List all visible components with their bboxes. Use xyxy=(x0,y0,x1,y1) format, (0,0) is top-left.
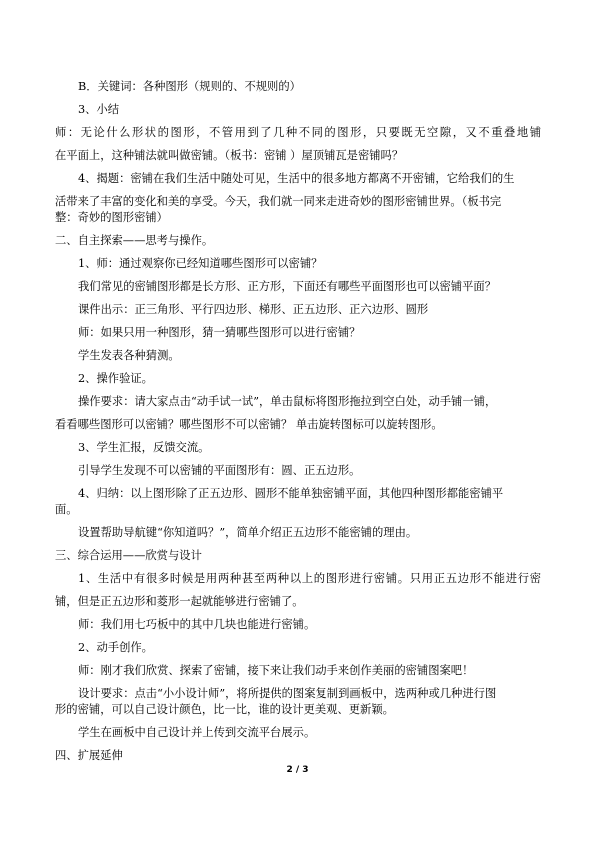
text-line: 4、归纳：以上图形除了正五边形、圆形不能单独密铺平面，其他四种图形都能密铺平 xyxy=(78,487,504,500)
text-line: 课件出示：正三角形、平行四边形、梯形、正五边形、正六边形、圆形 xyxy=(78,303,429,316)
text-line: 我们常见的密铺图形都是长方形、正方形，下面还有哪些平面图形也可以密铺平面？ xyxy=(78,280,496,293)
text-line: 看看哪些图形可以密铺？哪些图形不可以密铺？ 单击旋转图标可以旋转图形。 xyxy=(55,418,443,431)
text-line: 操作要求：请大家点击“动手试一试”，单击鼠标将图形拖拉到空白处，动手铺一铺， xyxy=(78,395,497,408)
text-line: 2、操作验证。 xyxy=(78,372,153,385)
text-line: B．关键词：各种图形（规则的、不规则的） xyxy=(78,80,301,93)
section-heading: 三、综合运用——欣赏与设计 xyxy=(55,549,202,562)
text-line: 学生发表各种猜测。 xyxy=(78,349,180,362)
text-line: 整：奇妙的图形密铺） xyxy=(55,211,168,224)
text-line: 活带来了丰富的变化和美的享受。今天，我们就一同来走进奇妙的图形密铺世界。（板书完 xyxy=(55,195,502,208)
text-line: 学生在画板中自己设计并上传到交流平台展示。 xyxy=(78,726,316,739)
section-heading: 二、自主探索——思考与操作。 xyxy=(55,234,214,247)
text-line: 3、学生汇报，反馈交流。 xyxy=(78,441,210,454)
text-line: 4、揭题：密铺在我们生活中随处可见，生活中的很多地方都离不开密铺，它给我们的生 xyxy=(78,172,515,185)
text-line: 师：无论什么形状的图形，不管用到了几种不同的图形，只要既无空隙，又不重叠地铺 xyxy=(55,126,541,139)
text-line: 师：如果只用一种图形，猜一猜哪些图形可以进行密铺？ xyxy=(78,326,361,339)
page-number: 2 / 3 xyxy=(286,765,309,775)
text-line: 1、师：通过观察你已经知道哪些图形可以密铺？ xyxy=(78,257,323,270)
text-line: 铺，但是正五边形和菱形一起就能够进行密铺了。 xyxy=(55,595,304,608)
text-line: 引导学生发现不可以密铺的平面图形有：圆、正五边形。 xyxy=(78,464,361,477)
text-line: 师：刚才我们欣赏、探索了密铺，接下来让我们动手来创作美丽的密铺图案吧！ xyxy=(78,664,474,677)
text-line: 在平面上，这种铺法就叫做密铺。（板书：密铺 ）屋顶铺瓦是密铺吗？ xyxy=(55,149,404,162)
text-line: 面。 xyxy=(55,503,78,516)
text-line: 1、生活中有很多时候是用两种甚至两种以上的图形进行密铺。只用正五边形不能进行密 xyxy=(78,572,541,585)
text-line: 师：我们用七巧板中的其中几块也能进行密铺。 xyxy=(78,618,316,631)
text-line: 3、小结 xyxy=(78,103,120,116)
text-line: 形的密铺，可以自己设计颜色，比一比，谁的设计更美观、更新颖。 xyxy=(55,703,394,716)
text-line: 2、动手创作。 xyxy=(78,641,153,654)
text-line: 设计要求：点击“小小设计师”，将所提供的图案复制到画板中，选两种或几种进行图 xyxy=(78,687,497,700)
text-line: 设置帮助导航键“你知道吗？”，简单介绍正五边形不能密铺的理由。 xyxy=(78,526,418,539)
section-heading: 四、扩展延伸 xyxy=(55,749,123,762)
